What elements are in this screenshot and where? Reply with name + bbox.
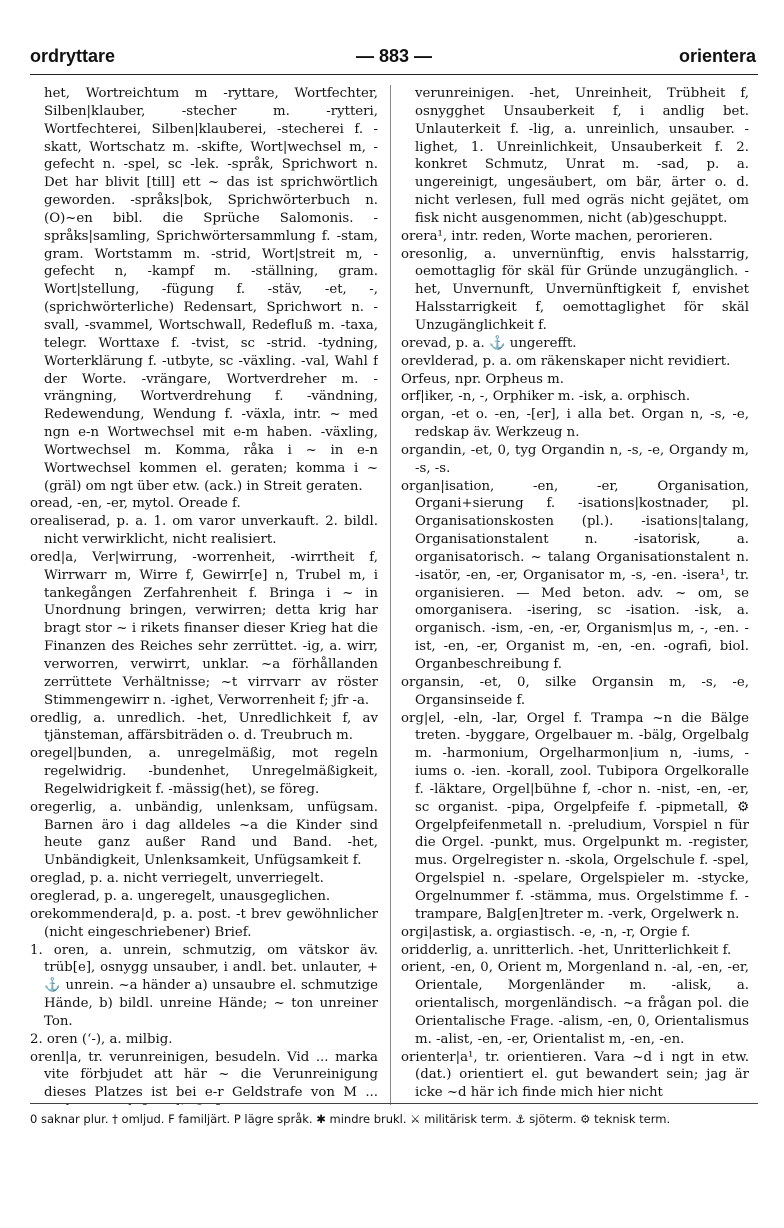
page-number: — 883 —: [355, 46, 433, 66]
dictionary-entry: oread, -en, -er, mytol. Oreade f.: [30, 496, 241, 512]
dictionary-entry: oregel|bunden, a. unregelmäßig, mot regeln regelwidrig. -bundenhet, Unregelmäßigkeit, Regelwidrigkeit f. -mässig(het), se föreg.: [30, 746, 378, 797]
dictionary-entry: organdin, -et, 0, tyg Organdin n, -s, -e, Organdy m, -s, -s.: [401, 442, 749, 476]
dictionary-entry: orenl|a, tr. verunreinigen, besudeln. Vid ... marka vite förbjudet att här ~ die Verunreinigung dieses Platzes ist bei e-r Geldstrafe von M ...: [30, 1049, 378, 1101]
right-column: [390, 85, 749, 1105]
dictionary-entry: org|el, -eln, -lar, Orgel f. Trampa ~n die Bälge treten. -byggare, Orgelbauer m. -bälg, Orgelbalg m. -harmonium, Orgelharmon|ium n, -iums, -iums o. -ien. -korall, zool. Tubipora Orgelkoralle f. -läktare, Orgel|bühne f, -chor n. -nist, -en, -er, sc organist. -pipa, Orgelpfeife f. -pipmetall, ⚙ Orgelpfeifenmetall n. -preludium, Vorspiel n für die Orgel. -punkt, mus. Orgelpunkt m. -register, mus. Orgelregister n. -skola, Orgelschule f. -spel, Orgelspiel n. -spelare, Orgelspieler m. -stycke, Orgelnummer f. -stämma, mus. Orgelstimme f. -trampare, Balg[en]treter m. -verk, Orgelwerk n.: [401, 710, 749, 922]
footer-divider: [30, 1103, 758, 1104]
dictionary-entry: orf|iker, -n, -, Orphiker m. -isk, a. orphisch.: [401, 389, 691, 405]
header-headword-left: ordryttare: [30, 46, 116, 66]
two-column-body: [30, 85, 758, 1105]
dictionary-entry: orevlderad, p. a. om räkenskaper nicht revidiert.: [401, 353, 731, 369]
header-headword-right: orientera: [678, 46, 756, 66]
dictionary-entry: verunreinigen. -het, Unreinheit, Trübheit f, osnygghet Unsauberkeit f, i andlig bet. Unlauterkeit f. -lig, a. unreinlich, unsauber. -lighet, 1. Unreinlichkeit, Unsauberkeit f. 2. konkret Schmutz, Unrat m. -sad, p. a. ungereinigt, ungesäubert, om bär, ärter o. d. nicht verlesen, full med ogräs nicht gejätet, om fisk nicht ausgenommen, nicht (ab)geschuppt.: [415, 86, 749, 226]
dictionary-entry: orera¹, intr. reden, Worte machen, perorieren.: [401, 228, 713, 244]
page-header: [30, 44, 758, 75]
dictionary-entry: 2. oren (‘-), a. milbig.: [30, 1031, 173, 1047]
dictionary-entry: oreglad, p. a. nicht verriegelt, unverriegelt.: [30, 871, 324, 887]
dictionary-entry: organ, -et o. -en, -[er], i alla bet. Organ n, -s, -e, redskap äv. Werkzeug n.: [401, 407, 749, 441]
symbol-legend: 0 saknar plur. † omljud. F familjärt. P lägre språk. ✱ mindre brukl. ⚔ militärisk term. ⚓ sjöterm. ⚙ teknisk term.: [30, 1112, 671, 1126]
dictionary-entry: het, Wortreichtum m -ryttare, Wortfechter, Silben|klauber, -stecher m. -rytteri, Wortfechterei, Silben|klauberei, -stecherei f. -skatt, Wortschatz m. -skifte, Wort|wechsel m, -gefecht n. -spel, sc -lek. -språk, Sprichwort n. Det har blivit [till] ett ~ das ist sprichwörtlich geworden. -språks|bok, Sprichwörterbuch n. (O)~en bibl. die Sprüche Salomonis. -språks|samling, Sprichwörtersammlung f. -stam, gram. Wortstamm m. -strid, Wort|streit m, -gefecht n, -kampf m. -ställning, gram. Wort|stellung, -fügung f. -stäv, -et, -, (sprichwörterliche) Redensart, Sprichwort n. -svall, -svammel, Wortschwall, Redefluß m. -taxa, telegr. Worttaxe f. -tvist, sc -strid. -tydning, Worterklärung f. -utbyte, sc -växling. -val, Wahl f der Worte. -vrängare, Wortverdreher m. -vrängning, Wortverdrehung f. -vändning, Redewendung, Wendung f. -växla, intr. ~ med ngn e-n Wortwechsel mit e-m haben. -växling, Wortwechsel m. Komma, råka i ~ in e-n Wortwechsel kommen el. geraten; komma i ~ (gräl) om ngt über etw. (ack.) in Streit geraten.: [44, 86, 378, 494]
dictionary-entry: oresonlig, a. unvernünftig, envis halsstarrig, oemottaglig för skäl für Gründe unzugänglich. -het, Unvernunft, Unvernünftigkeit f, envishet Halsstarrigkeit f, oemottaglighet för skäl Unzugänglichkeit f.: [401, 246, 749, 333]
dictionary-entry: orekommendera|d, p. a. post. -t brev gewöhnlicher (nicht eingeschriebener) Brief.: [30, 906, 378, 940]
dictionary-entry: oridderlig, a. unritterlich. -het, Unritterlichkeit f.: [401, 942, 732, 958]
dictionary-entry: oreglerad, p. a. ungeregelt, unausgeglichen.: [30, 888, 331, 904]
dictionary-entry: orealiserad, p. a. 1. om varor unverkauft. 2. bildl. nicht verwirklicht, nicht realisiert.: [30, 514, 378, 548]
dictionary-entry: oregerlig, a. unbändig, unlenksam, unfügsam. Barnen äro i dag alldeles ~a die Kinder sind heute ganz außer Rand und Band. -het, Unbändigkeit, Unlenksamkeit, Unfügsamkeit f.: [30, 799, 378, 869]
dictionary-entry: orgi|astisk, a. orgiastisch. -e, -n, -r, Orgie f.: [401, 924, 691, 940]
dictionary-entry: organsin, -et, 0, silke Organsin m, -s, -e, Organsinseide f.: [401, 674, 749, 708]
left-column: [30, 85, 378, 1105]
dictionary-entry: 1. oren, a. unrein, schmutzig, om vätskor äv. trüb[e], osnygg unsauber, i andl. bet. unlauter, + ⚓ unrein. ~a händer a) unsaubre el. schmutzige Hände, b) bildl. unreine Hände; ~ ton unreiner Ton.: [30, 942, 378, 1029]
dictionary-entry: organ|isation, -en, -er, Organisation, Organi+sierung f. -isations|kostnader, pl. Organisationskosten (pl.). -isations|talang, Organisationstalent n. -isatorisk, a. organisatorisch. ~ talang Organisationstalent n. -isatör, -en, -er, Organisator m, -s, -en. -isera¹, tr. organisieren. — Med beton. adv. ~ om, se omorganisera. -isering, sc -isation. -isk, a. organisch. -ism, -en, -er, Organism|us m, -, -en. -ist, -en, -er, Organist m, -en, -en. -ografi, biol. Organbeschreibung f.: [401, 478, 749, 672]
dictionary-entry: orevad, p. a. ⚓ ungerefft.: [401, 335, 577, 351]
dictionary-entry: ored|a, Ver|wirrung, -worrenheit, -wirrtheit f, Wirrwarr m, Wirre f, Gewirr[e] n, Trubel m, i tankegången Zerfahrenheit f. Bringa i ~ in Unordnung bringen, verwirren; detta krig har bragt stor ~ i rikets finanser dieser Krieg hat die Finanzen des Reiches sehr zerrüttet. -ig, a. wirr, verworren, verwirrt, unklar. ~a förhållanden zerrüttete Verhältnisse; ~t virrvarr av röster Stimmengewirr n. -ighet, Verworrenheit f; jfr -a.: [30, 549, 378, 708]
dictionary-entry: orienter|a¹, tr. orientieren. Vara ~d i ngt in etw. (dat.) orientiert el. gut bewandert sein; jag är icke ~d här ich finde mich hier nicht: [401, 1049, 749, 1101]
dictionary-entry: orient, -en, 0, Orient m, Morgenland n. -al, -en, -er, Orientale, Morgenländer m. -alisk, a. orientalisch, morgenländisch. ~a frågan pol. die Orientalische Frage. -alism, -en, 0, Orientalismus m. -alist, -en, -er, Orientalist m, -en, -en.: [401, 960, 749, 1047]
dictionary-entry: Orfeus, npr. Orpheus m.: [401, 371, 564, 387]
dictionary-entry: oredlig, a. unredlich. -het, Unredlichkeit f, av tjänsteman, affärsbiträden o. d. Treubruch m.: [30, 710, 378, 744]
